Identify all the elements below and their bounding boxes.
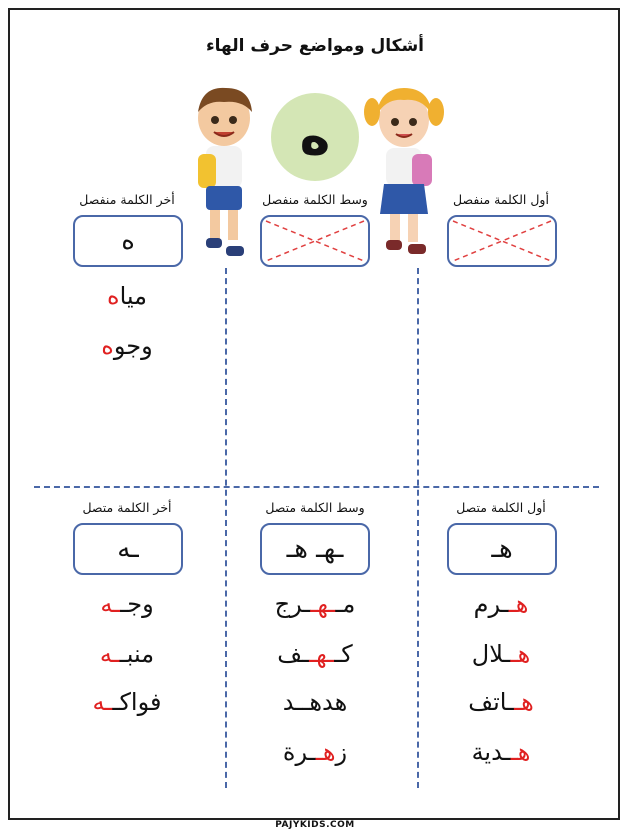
footer-watermark: PAJYKIDS.COM — [0, 812, 630, 831]
middle-separate-box-crossed — [260, 215, 370, 267]
label-end-connected: أخر الكلمة متصل — [82, 500, 172, 515]
end-separate-box: ه — [73, 215, 183, 267]
label-middle-connected: وسط الكلمة متصل — [265, 500, 365, 515]
letter-circle: ه — [271, 93, 359, 181]
word-start-connected-2: هــلال — [471, 640, 531, 668]
end-connected-box: ـه — [73, 523, 183, 575]
label-start-connected: أول الكلمة متصل — [456, 500, 546, 515]
word-middle-connected-1: مــهــرج — [274, 590, 356, 618]
word-end-separate-1: مياه — [107, 282, 147, 310]
divider-left — [225, 268, 227, 788]
middle-connected-box: ـهـ هـ — [260, 523, 370, 575]
label-middle-separate: وسط الكلمة منفصل — [262, 192, 368, 207]
cross-icon — [449, 217, 555, 265]
word-end-separate-2: وجوه — [101, 332, 153, 360]
girl-illustration — [364, 82, 444, 262]
word-start-connected-1: هــرم — [473, 590, 529, 618]
divider-right — [417, 268, 419, 788]
word-start-connected-3: هــاتف — [468, 688, 534, 716]
word-start-connected-4: هــدية — [471, 738, 531, 766]
label-end-separate: أخر الكلمة منفصل — [79, 192, 175, 207]
word-end-connected-2: منبــه — [99, 640, 155, 668]
word-middle-connected-2: كــهــف — [277, 640, 353, 668]
boy-illustration — [184, 82, 264, 262]
start-connected-box: هـ — [447, 523, 557, 575]
word-end-connected-3: فواكــه — [92, 688, 162, 716]
label-start-separate: أول الكلمة منفصل — [453, 192, 549, 207]
word-middle-connected-3: هدهــد — [282, 688, 348, 716]
word-middle-connected-4: زهــرة — [282, 738, 348, 766]
page-title: أشكال ومواضع حرف الهاء — [205, 36, 425, 56]
cross-icon — [262, 217, 368, 265]
divider-horizontal — [34, 486, 599, 488]
start-separate-box-crossed — [447, 215, 557, 267]
word-end-connected-1: وجــه — [100, 590, 154, 618]
